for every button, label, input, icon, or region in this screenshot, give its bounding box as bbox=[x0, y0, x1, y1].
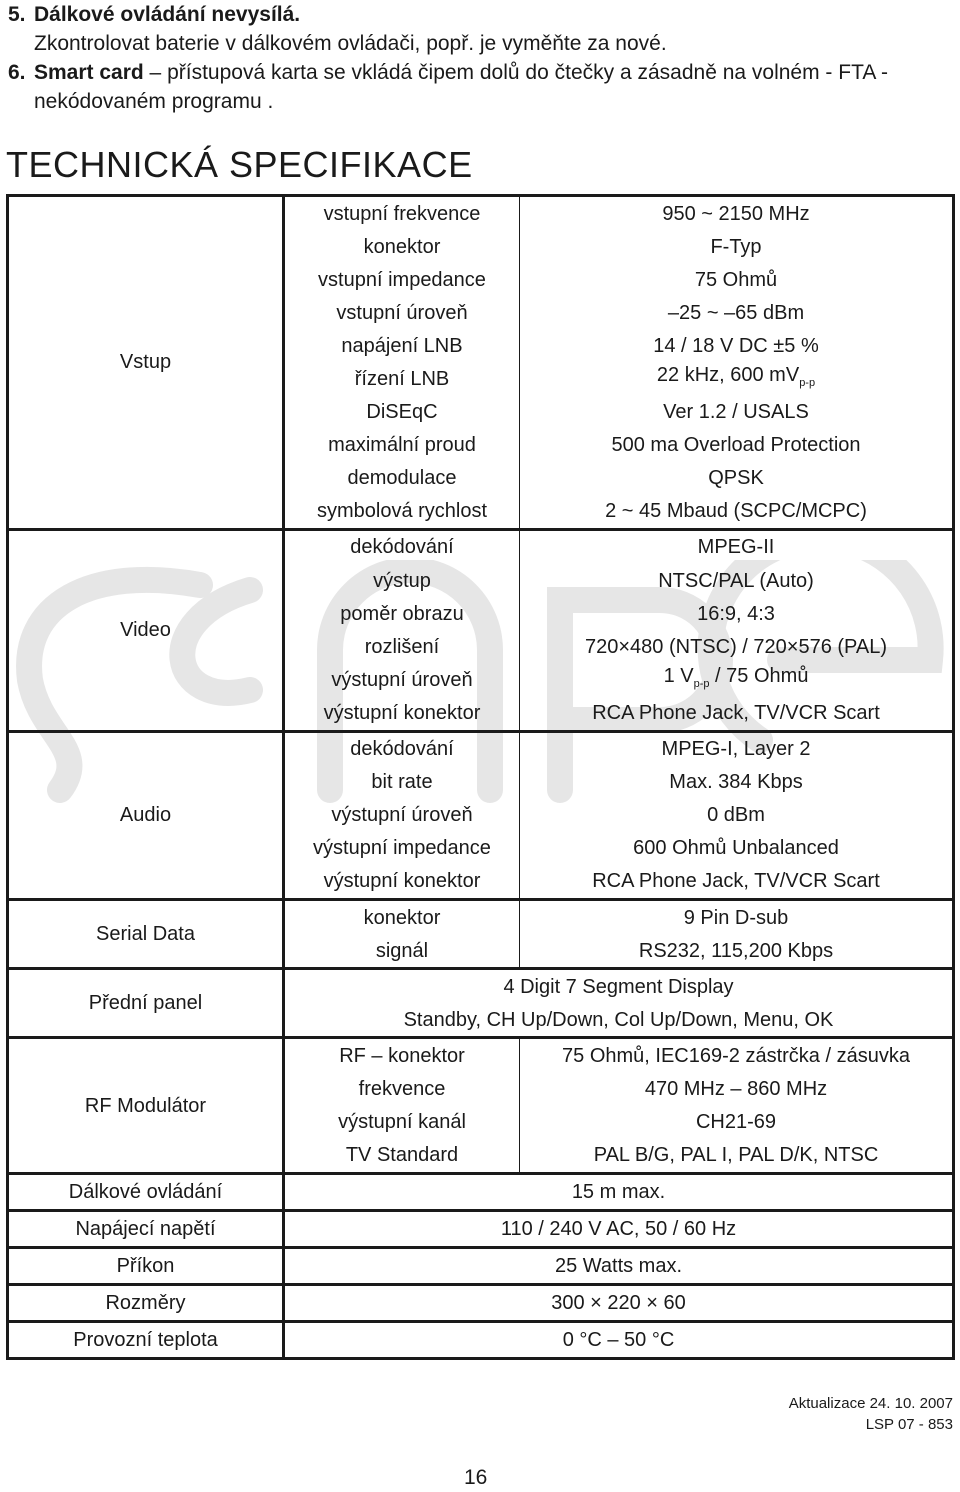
note-5 bbox=[8, 0, 958, 58]
table-row bbox=[8, 196, 954, 231]
value-cell: 600 Ohmů Unbalanced bbox=[520, 832, 954, 865]
value-cell: 9 Pin D-sub bbox=[520, 899, 954, 934]
param-cell: maximální proud bbox=[284, 429, 520, 462]
table-row bbox=[8, 1321, 954, 1358]
revision-note bbox=[789, 1393, 953, 1435]
param-cell: vstupní impedance bbox=[284, 263, 520, 296]
table-row bbox=[8, 529, 954, 564]
group-label-dimensions: Rozměry bbox=[8, 1284, 284, 1321]
value-cell: MPEG-II bbox=[520, 529, 954, 564]
value-cell: NTSC/PAL (Auto) bbox=[520, 564, 954, 597]
note-6-text: – přístupová karta se vkládá čipem dolů do čtečky a zásadně na volném - FTA - nekódovaném programu . bbox=[34, 61, 889, 113]
param-cell: demodulace bbox=[284, 462, 520, 495]
value-cell: 500 ma Overload Protection bbox=[520, 429, 954, 462]
value-cell: 2 ~ 45 Mbaud (SCPC/MCPC) bbox=[520, 495, 954, 530]
param-cell: výstupní úroveň bbox=[284, 663, 520, 696]
param-cell: TV Standard bbox=[284, 1139, 520, 1174]
param-cell: vstupní úroveň bbox=[284, 296, 520, 329]
value-cell: F-Typ bbox=[520, 230, 954, 263]
group-label-temperature: Provozní teplota bbox=[8, 1321, 284, 1358]
value-cell: –25 ~ –65 dBm bbox=[520, 296, 954, 329]
value-cell-wide: 15 m max. bbox=[284, 1173, 954, 1210]
value-cell: RS232, 115,200 Kbps bbox=[520, 934, 954, 969]
value-cell-wide: Standby, CH Up/Down, Col Up/Down, Menu, OK bbox=[284, 1003, 954, 1038]
update-date: Aktualizace 24. 10. 2007 bbox=[788, 1395, 953, 1412]
table-row bbox=[8, 731, 954, 766]
table-row bbox=[8, 969, 954, 1004]
param-cell: konektor bbox=[284, 230, 520, 263]
table-row bbox=[8, 1173, 954, 1210]
value-cell: RCA Phone Jack, TV/VCR Scart bbox=[520, 696, 954, 731]
value-cell: 720×480 (NTSC) / 720×576 (PAL) bbox=[520, 630, 954, 663]
table-row bbox=[8, 899, 954, 934]
param-cell: signál bbox=[284, 934, 520, 969]
group-label-rf-modulator: RF Modulátor bbox=[8, 1038, 284, 1173]
table-row bbox=[8, 1284, 954, 1321]
page-number: 16 bbox=[464, 1466, 488, 1489]
group-label-serial-data: Serial Data bbox=[8, 899, 284, 968]
param-cell: napájení LNB bbox=[284, 329, 520, 362]
param-cell: výstupní konektor bbox=[284, 865, 520, 900]
value-cell: 16:9, 4:3 bbox=[520, 597, 954, 630]
group-label-front-panel: Přední panel bbox=[8, 969, 284, 1038]
value-text: / 75 Ohmů bbox=[709, 664, 809, 687]
group-label-video: Video bbox=[8, 529, 284, 731]
value-cell: MPEG-I, Layer 2 bbox=[520, 731, 954, 766]
table-row bbox=[8, 1210, 954, 1247]
group-label-audio: Audio bbox=[8, 731, 284, 899]
param-cell: symbolová rychlost bbox=[284, 495, 520, 530]
value-cell: 470 MHz – 860 MHz bbox=[520, 1072, 954, 1105]
param-cell: poměr obrazu bbox=[284, 597, 520, 630]
param-cell: výstupní konektor bbox=[284, 696, 520, 731]
group-label-consumption: Příkon bbox=[8, 1247, 284, 1284]
value-cell-wide: 25 Watts max. bbox=[284, 1247, 954, 1284]
param-cell: dekódování bbox=[284, 731, 520, 766]
value-cell: 14 / 18 V DC ±5 % bbox=[520, 329, 954, 362]
note-6 bbox=[8, 58, 958, 116]
value-cell-wide: 0 °C – 50 °C bbox=[284, 1321, 954, 1358]
param-cell: RF – konektor bbox=[284, 1038, 520, 1073]
note-6-title: Smart card bbox=[34, 61, 144, 84]
group-label-vstup: Vstup bbox=[8, 196, 284, 530]
param-cell: DiSEqC bbox=[284, 396, 520, 429]
value-text: 22 kHz, 600 mV bbox=[656, 364, 800, 387]
note-6-number: 6. bbox=[8, 61, 26, 84]
value-cell: Max. 384 Kbps bbox=[520, 766, 954, 799]
spec-table bbox=[6, 194, 955, 1360]
value-cell-wide: 110 / 240 V AC, 50 / 60 Hz bbox=[284, 1210, 954, 1247]
value-cell: PAL B/G, PAL I, PAL D/K, NTSC bbox=[520, 1139, 954, 1174]
value-cell-wide: 4 Digit 7 Segment Display bbox=[284, 969, 954, 1004]
param-cell: dekódování bbox=[284, 529, 520, 564]
troubleshooting-notes bbox=[8, 0, 958, 116]
param-cell: bit rate bbox=[284, 766, 520, 799]
value-cell: 75 Ohmů, IEC169-2 zástrčka / zásuvka bbox=[520, 1038, 954, 1073]
value-cell: Ver 1.2 / USALS bbox=[520, 396, 954, 429]
value-cell bbox=[520, 362, 954, 395]
note-5-title: Dálkové ovládání nevysílá. bbox=[34, 3, 301, 26]
param-cell: výstup bbox=[284, 564, 520, 597]
note-5-text: Zkontrolovat baterie v dálkovém ovládači, popř. je vyměňte za nové. bbox=[34, 32, 667, 55]
document-code: LSP 07 - 853 bbox=[865, 1416, 953, 1433]
param-cell: frekvence bbox=[284, 1072, 520, 1105]
note-5-number: 5. bbox=[8, 3, 26, 26]
param-cell: vstupní frekvence bbox=[284, 196, 520, 231]
group-label-remote: Dálkové ovládání bbox=[8, 1173, 284, 1210]
param-cell: řízení LNB bbox=[284, 362, 520, 395]
value-subscript: p-p bbox=[693, 677, 710, 690]
value-cell: 0 dBm bbox=[520, 799, 954, 832]
table-row bbox=[8, 1038, 954, 1073]
section-heading: TECHNICKÁ SPECIFIKACE bbox=[6, 144, 473, 185]
value-cell-wide: 300 × 220 × 60 bbox=[284, 1284, 954, 1321]
value-cell: CH21-69 bbox=[520, 1106, 954, 1139]
value-cell: 950 ~ 2150 MHz bbox=[520, 196, 954, 231]
param-cell: rozlišení bbox=[284, 630, 520, 663]
value-text: 1 V bbox=[663, 664, 694, 687]
param-cell: konektor bbox=[284, 899, 520, 934]
group-label-power: Napájecí napětí bbox=[8, 1210, 284, 1247]
table-row bbox=[8, 1247, 954, 1284]
param-cell: výstupní impedance bbox=[284, 832, 520, 865]
value-cell: QPSK bbox=[520, 462, 954, 495]
value-cell: 75 Ohmů bbox=[520, 263, 954, 296]
param-cell: výstupní úroveň bbox=[284, 799, 520, 832]
value-cell: RCA Phone Jack, TV/VCR Scart bbox=[520, 865, 954, 900]
param-cell: výstupní kanál bbox=[284, 1106, 520, 1139]
value-cell bbox=[520, 663, 954, 696]
value-subscript: p-p bbox=[799, 377, 816, 390]
